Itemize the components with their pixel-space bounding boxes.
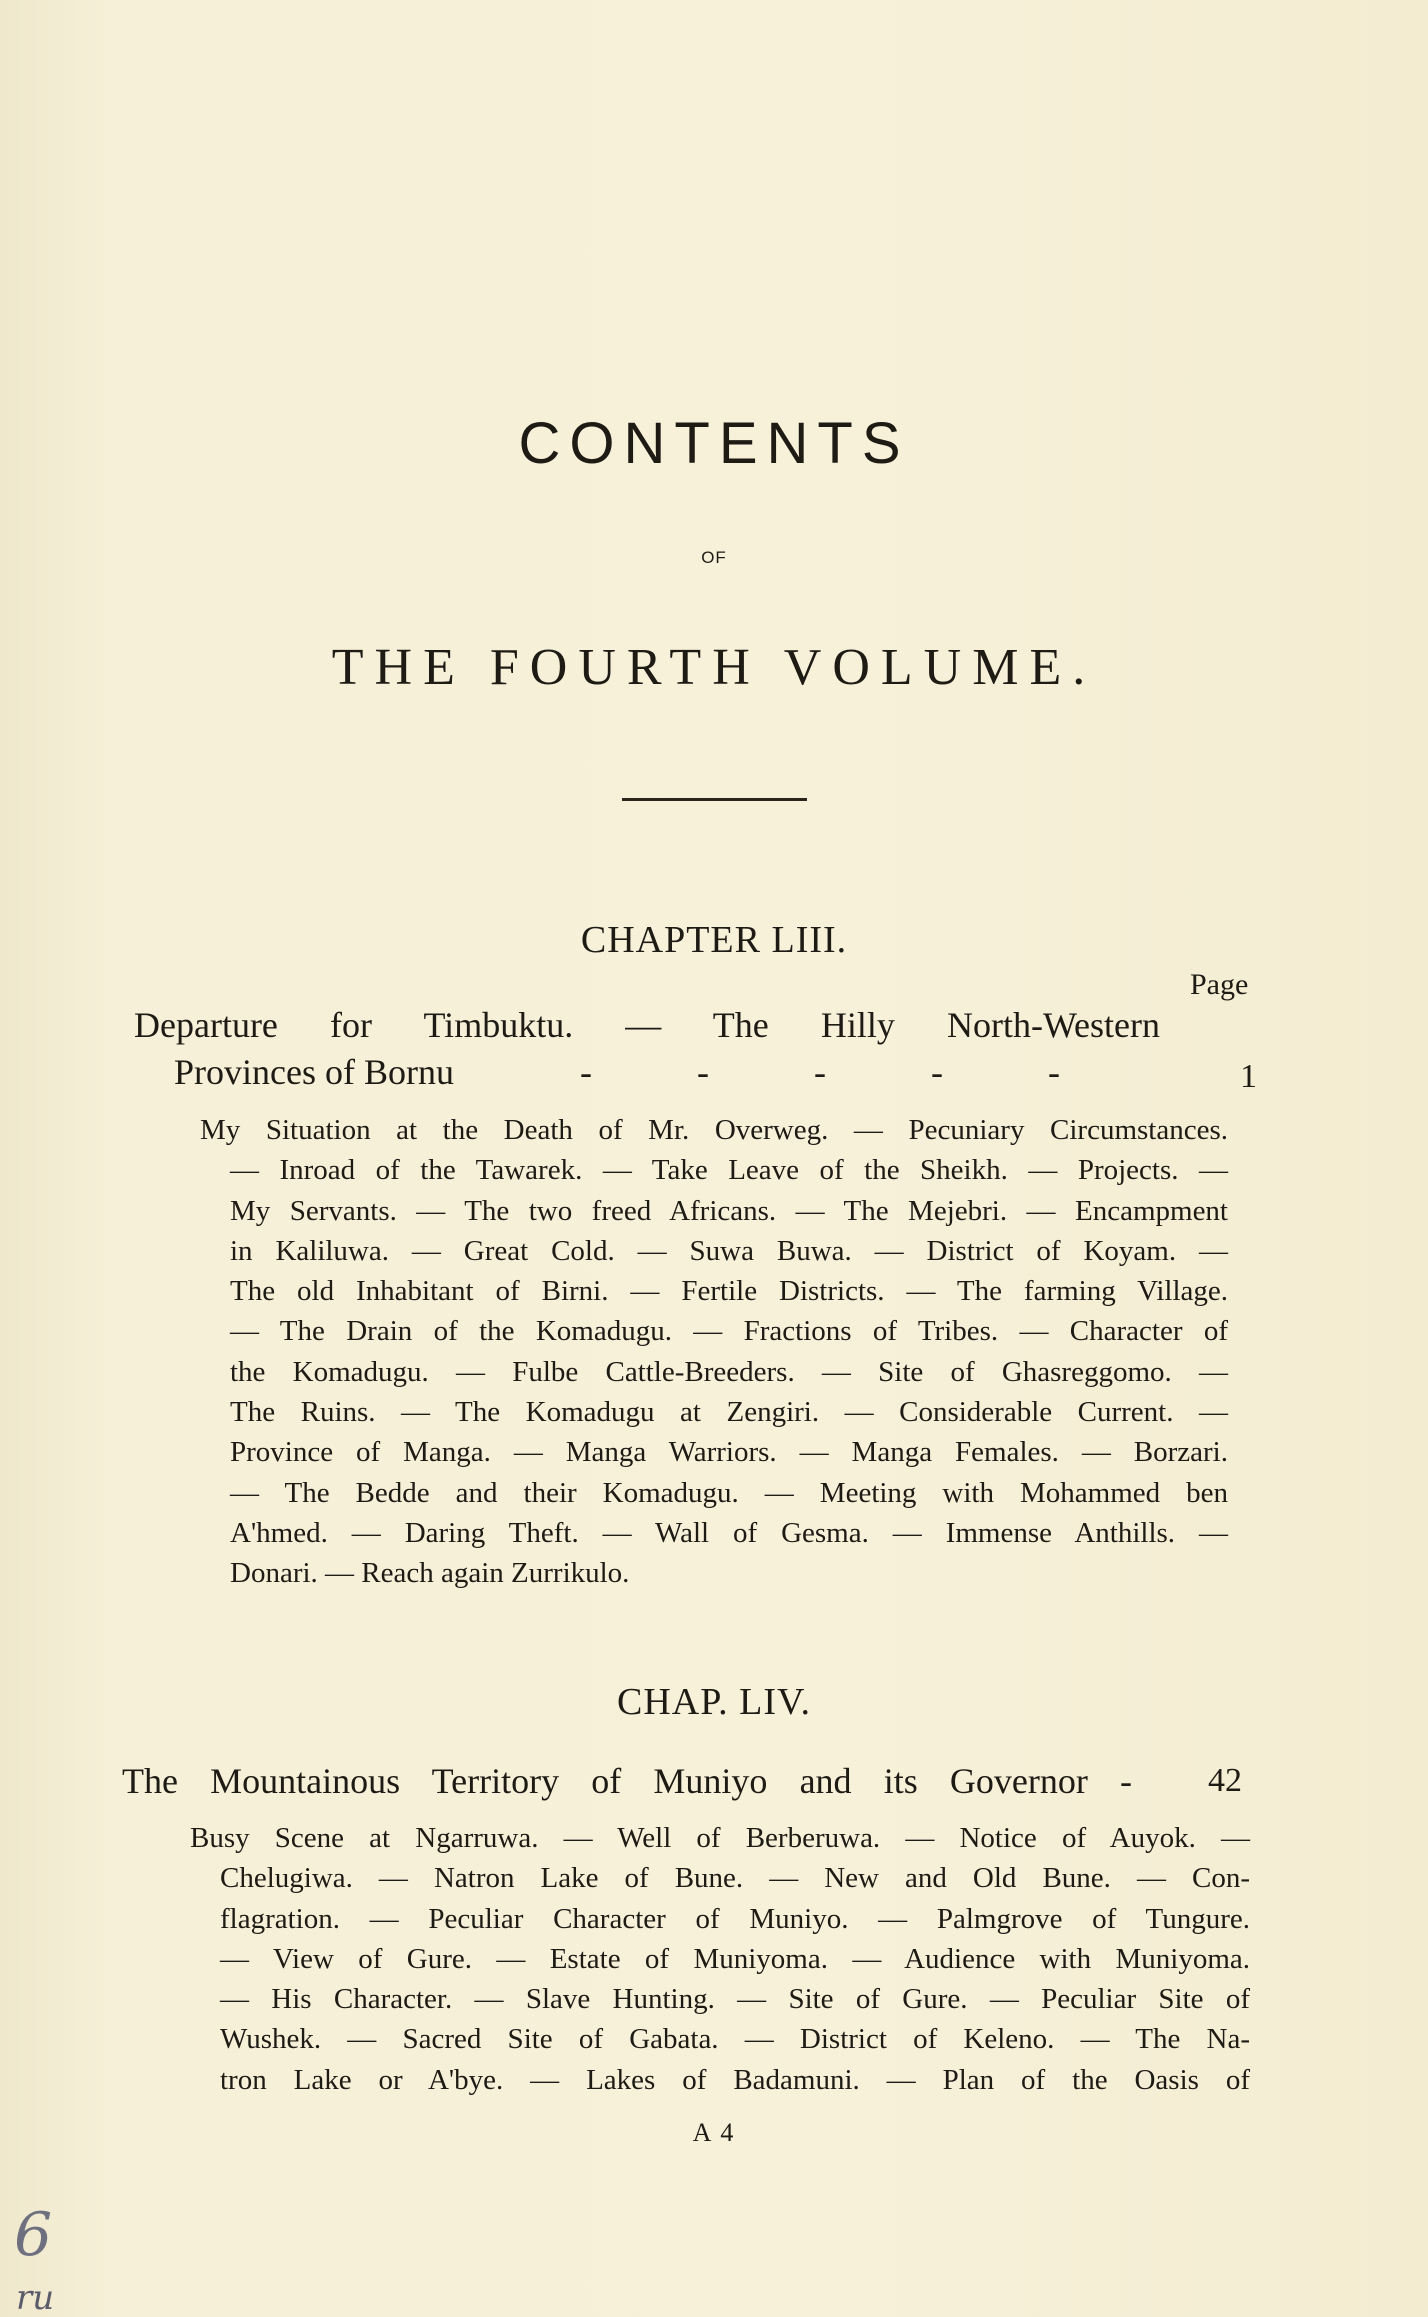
summary-line: Busy Scene at Ngarruwa. — Well of Berberuwa. — Notice of Auyok. —: [190, 1822, 1250, 1854]
chapter-53-page-number: 1: [1240, 1058, 1257, 1095]
chapter-54-page-number: 42: [1208, 1762, 1242, 1799]
summary-line: Province of Manga. — Manga Warriors. — Manga Females. — Borzari.: [230, 1436, 1228, 1469]
summary-line: My Situation at the Death of Mr. Overweg. — Pecuniary Circumstances.: [200, 1114, 1228, 1146]
title-of: OF: [701, 548, 727, 567]
chapter-53-leader-dots: - - - - -: [580, 1052, 1108, 1092]
signature-mark: A 4: [692, 2118, 736, 2147]
chapter-54-label: CHAP. LIV.: [616, 1681, 812, 1723]
chapter-53-heading-line2: Provinces of Bornu: [174, 1052, 454, 1092]
summary-line: A'hmed. — Daring Theft. — Wall of Gesma. — Immense Anthills. —: [230, 1516, 1228, 1549]
summary-line: Donari. — Reach again Zurrikulo.: [230, 1557, 630, 1590]
summary-line: — The Bedde and their Komadugu. — Meeting with Mohammed ben: [230, 1476, 1228, 1509]
summary-line: — His Character. — Slave Hunting. — Site of Gure. — Peculiar Site of: [220, 1983, 1250, 2016]
summary-line: The Ruins. — The Komadugu at Zengiri. — Considerable Current. —: [230, 1396, 1228, 1429]
summary-line: — The Drain of the Komadugu. — Fractions of Tribes. — Character of: [230, 1315, 1228, 1348]
summary-line: My Servants. — The two freed Africans. — The Mejebri. — Encampment: [230, 1194, 1228, 1227]
handwritten-margin-note: 6: [14, 2200, 53, 2270]
chapter-54-heading: The Mountainous Territory of Muniyo and its Governor -: [122, 1761, 1132, 1801]
chapter-53-label: CHAPTER LIII.: [580, 919, 848, 961]
summary-line: the Komadugu. — Fulbe Cattle-Breeders. — Site of Ghasreggomo. —: [230, 1355, 1228, 1388]
summary-line: tron Lake or A'bye. — Lakes of Badamuni. — Plan of the Oasis of: [220, 2063, 1250, 2096]
summary-line: The old Inhabitant of Birni. — Fertile Districts. — The farming Village.: [230, 1275, 1228, 1308]
summary-line: in Kaliluwa. — Great Cold. — Suwa Buwa. — District of Koyam. —: [230, 1234, 1228, 1267]
summary-line: flagration. — Peculiar Character of Muniyo. — Palmgrove of Tungure.: [220, 1902, 1250, 1935]
summary-line: Chelugiwa. — Natron Lake of Bune. — New and Old Bune. — Con-: [220, 1862, 1250, 1895]
chapter-53-summary: [200, 1110, 1228, 1594]
page-title: CONTENTS: [518, 411, 910, 476]
page-column-label: Page: [1190, 968, 1249, 1001]
volume-title: THE FOURTH VOLUME.: [331, 639, 1097, 696]
chapter-54-summary: [190, 1818, 1250, 2100]
summary-line: — View of Gure. — Estate of Muniyoma. — Audience with Muniyoma.: [220, 1942, 1250, 1975]
title-rule: [622, 798, 807, 801]
summary-line: Wushek. — Sacred Site of Gabata. — District of Keleno. — The Na-: [220, 2023, 1250, 2056]
chapter-53-heading-line1: Departure for Timbuktu. — The Hilly North-Western: [134, 1005, 1160, 1045]
summary-line: — Inroad of the Tawarek. — Take Leave of the Sheikh. — Projects. —: [230, 1154, 1228, 1187]
handwritten-margin-note: ru: [16, 2278, 55, 2317]
